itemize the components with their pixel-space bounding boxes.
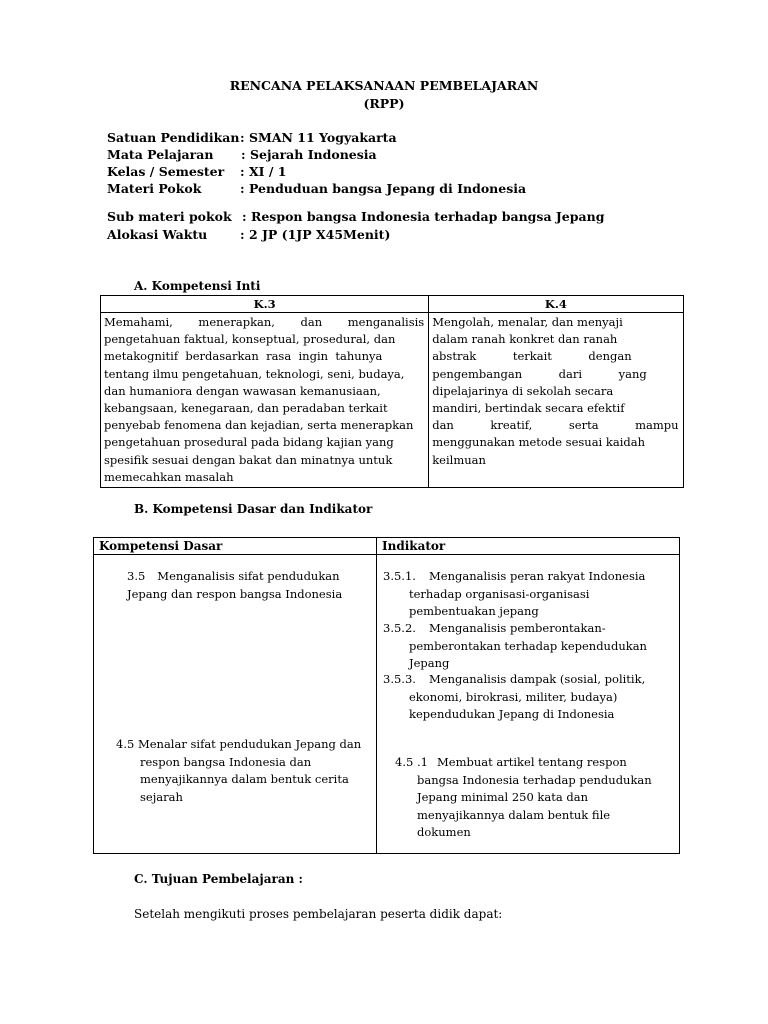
meta-label: Satuan Pendidikan <box>107 130 240 145</box>
text-line: memecahkan masalah <box>104 469 234 484</box>
k4-cell <box>429 313 683 488</box>
meta-value: : XI / 1 <box>240 164 287 179</box>
meta-row-satuan <box>107 130 397 145</box>
indikator-line: ekonomi, birokrasi, militer, budaya) <box>409 689 618 704</box>
meta-label: Alokasi Waktu <box>107 227 208 242</box>
section-a-heading: A. Kompetensi Inti <box>134 279 261 293</box>
document-title: RENCANA PELAKSANAAN PEMBELAJARAN <box>229 78 539 93</box>
kompetensi-dasar-table <box>93 537 680 854</box>
kd-line: Menganalisis sifat pendudukan <box>157 569 340 583</box>
indikator-line: terhadap organisasi-organisasi <box>409 586 590 601</box>
kd-line: sejarah <box>140 789 183 804</box>
meta-value: : 2 JP (1JP X45Menit) <box>240 227 391 242</box>
meta-label: Kelas / Semester <box>107 164 225 179</box>
text-line: kebangsaan, kenegaraan, dan peradaban terkait <box>104 401 388 416</box>
kd-number: 4.5 <box>116 737 135 751</box>
indikator-number: 3.5.2. <box>383 621 416 635</box>
indikator-number: 4.5 .1 <box>395 755 428 769</box>
k4-text <box>432 314 678 469</box>
k4-header: K.4 <box>429 296 683 313</box>
text-line: metakognitif berdasarkan rasa ingin tahunya <box>104 349 383 364</box>
meta-label: Sub materi pokok <box>107 209 232 224</box>
text-line: pengembangan dari yang <box>432 366 647 381</box>
text-line: Mengolah, menalar, dan menyaji <box>432 315 623 329</box>
kd-item <box>116 736 371 806</box>
indikator-line: Menganalisis pemberontakan- <box>429 621 606 635</box>
section-c-heading: C. Tujuan Pembelajaran : <box>134 872 303 886</box>
meta-row-kelas <box>107 164 287 179</box>
indikator-line: bangsa Indonesia terhadap pendudukan <box>417 772 652 787</box>
text-line: dan humaniora dengan wawasan kemanusiaan, <box>104 383 381 398</box>
text-line: penyebab fenomena dan kejadian, serta menerapkan <box>104 418 414 433</box>
meta-label: Materi Pokok <box>107 181 202 196</box>
text-line: menggunakan metode sesuai kaidah <box>432 435 646 450</box>
indikator-line: Menganalisis dampak (sosial, politik, <box>429 672 646 686</box>
text-line: pengetahuan faktual, konseptual, prosedural, dan <box>104 332 396 347</box>
indikator-item <box>383 671 673 724</box>
meta-row-alokasi <box>107 227 391 242</box>
indikator-line: pembentuakan jepang <box>409 604 539 618</box>
k3-header: K.3 <box>101 296 429 313</box>
text-line: spesifik sesuai dengan bakat dan minatnya untuk <box>104 452 393 467</box>
kd-cell <box>94 555 377 854</box>
meta-value: : Sejarah Indonesia <box>241 147 377 162</box>
indikator-item <box>383 568 673 621</box>
meta-row-mapel <box>107 147 377 162</box>
document-subtitle: (RPP) <box>363 96 405 111</box>
kd-number: 3.5 <box>127 569 146 583</box>
kd-line: menyajikannya dalam bentuk cerita <box>140 772 349 786</box>
text-line: dan kreatif, serta mampu <box>432 418 679 433</box>
indikator-line: Membuat artikel tentang respon <box>437 755 627 769</box>
meta-row-submateri <box>107 209 605 224</box>
kd-line: Jepang dan respon bangsa Indonesia <box>127 586 343 601</box>
text-line: abstrak terkait dengan <box>432 349 632 364</box>
meta-row-materi <box>107 181 527 196</box>
indikator-item <box>395 754 670 842</box>
indikator-line: Jepang <box>409 656 450 670</box>
indikator-line: Jepang minimal 250 kata dan <box>417 790 589 804</box>
indikator-item <box>383 620 673 673</box>
indikator-cell <box>377 555 680 854</box>
text-line: mandiri, bertindak secara efektif <box>432 401 625 416</box>
text-line: tentang ilmu pengetahuan, teknologi, seni, budaya, <box>104 366 405 381</box>
kd-line: respon bangsa Indonesia dan <box>140 754 312 769</box>
section-b-heading: B. Kompetensi Dasar dan Indikator <box>134 502 373 516</box>
kd-line: Menalar sifat pendudukan Jepang dan <box>137 737 362 751</box>
meta-value: : SMAN 11 Yogyakarta <box>240 130 397 145</box>
indikator-line: dokumen <box>417 825 471 839</box>
text-line: dipelajarinya di sekolah secara <box>432 383 614 398</box>
indikator-line: Menganalisis peran rakyat Indonesia <box>429 569 646 583</box>
meta-label: Mata Pelajaran <box>107 147 214 162</box>
meta-value: : Penduduan bangsa Jepang di Indonesia <box>240 181 527 196</box>
kd-header: Kompetensi Dasar <box>94 538 377 555</box>
indikator-line: kependudukan Jepang di Indonesia <box>409 707 615 721</box>
kd-item <box>127 568 367 603</box>
meta-value: : Respon bangsa Indonesia terhadap bangsa Jepang <box>242 209 605 224</box>
kompetensi-inti-table <box>100 295 684 488</box>
indikator-line: pemberontakan terhadap kependudukan <box>409 638 647 653</box>
indikator-line: menyajikannya dalam bentuk file <box>417 807 611 822</box>
section-c-intro: Setelah mengikuti proses pembelajaran peserta didik dapat: <box>134 907 503 921</box>
k3-cell <box>101 313 429 488</box>
indikator-number: 3.5.1. <box>383 569 416 583</box>
indikator-number: 3.5.3. <box>383 672 416 686</box>
text-line: Memahami, menerapkan, dan menganalisis <box>104 315 425 329</box>
text-line: keilmuan <box>432 452 486 467</box>
text-line: pengetahuan prosedural pada bidang kajian yang <box>104 435 394 450</box>
text-line: dalam ranah konkret dan ranah <box>432 332 618 347</box>
indikator-header: Indikator <box>377 538 680 555</box>
k3-text <box>104 314 424 486</box>
